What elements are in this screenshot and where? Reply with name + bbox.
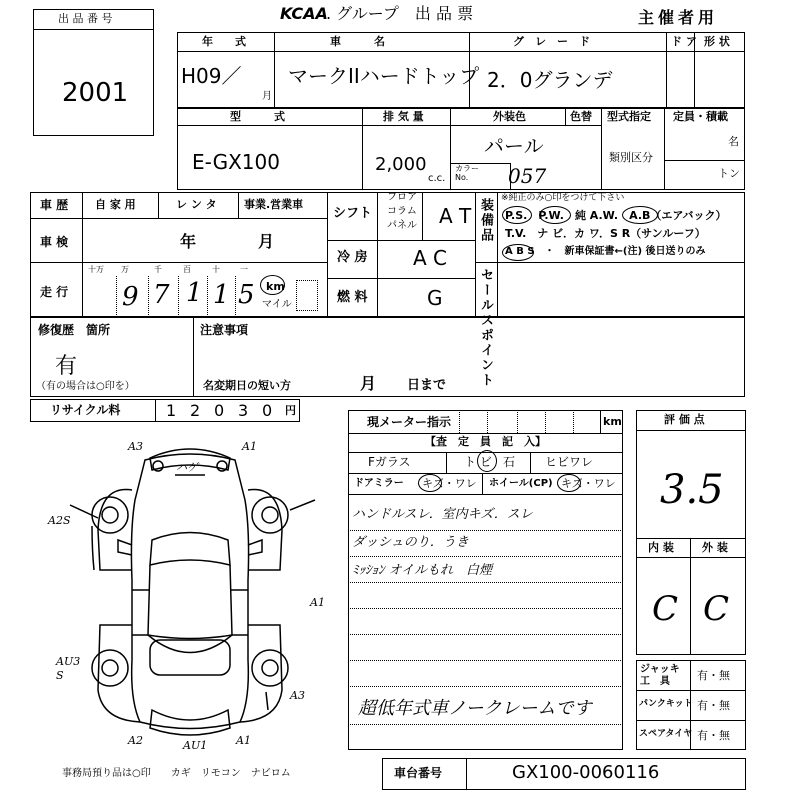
shift-floor[interactable]: フロア	[387, 192, 417, 203]
diagram-mark: AU3 S	[56, 655, 81, 683]
capacity-label: 定員・積載	[673, 110, 728, 123]
pw-circle-mark	[539, 206, 571, 224]
glass-stone[interactable]: 石	[503, 455, 516, 469]
inspector-note: 超低年式車ノークレームです	[358, 698, 592, 719]
mileage-unit-km[interactable]: km	[266, 280, 285, 293]
diagram-mark: A2	[128, 734, 143, 747]
mileage-digit: 1	[213, 280, 230, 310]
diagram-mark: A1	[236, 734, 251, 747]
mileage-digit: 7	[153, 280, 170, 310]
ab-circle-mark	[622, 206, 658, 224]
car-name-value: マークIIハードトップ	[288, 64, 480, 88]
mileage-unit-mile[interactable]: マイル	[262, 299, 292, 310]
ac-value: A C	[413, 246, 448, 270]
model-label: 型 式	[230, 110, 285, 123]
color-no-value: 057	[508, 164, 547, 188]
inspector-header: 【査 定 員 記 入】	[425, 435, 546, 448]
displacement-value: 2,000	[375, 154, 427, 175]
history-rental[interactable]: レ ン タ	[176, 198, 217, 211]
inspector-note: ハンドルスレ．室内キズ．スレ	[352, 507, 533, 522]
class-label: 類別区分	[609, 151, 653, 164]
ton-unit: トン	[718, 167, 740, 180]
recycle-label: リサイクル料	[50, 403, 121, 417]
mile-checkbox[interactable]	[296, 280, 318, 311]
equipment-line-3[interactable]: A B S ・ 新車保証書←(注) 後日送りのみ	[505, 246, 706, 257]
mirror-label: ドアミラー	[354, 478, 404, 489]
exterior-value: C	[703, 589, 730, 629]
fuel-value: G	[427, 286, 443, 310]
recycle-digit: 1	[166, 401, 177, 420]
wheel-options[interactable]: キズ・ワレ	[561, 477, 616, 490]
score-value: 3.5	[660, 467, 724, 513]
chassis-label: 車台番号	[394, 766, 443, 780]
mirror-options[interactable]: キズ・ワレ	[422, 477, 477, 490]
chip-circle-mark	[477, 450, 497, 472]
diagram-mark: A2S	[48, 514, 71, 527]
inspection-month: 月	[258, 232, 275, 251]
displacement-label: 排 気 量	[383, 110, 424, 123]
recycle-unit: 円	[285, 404, 296, 417]
color-no-label: カラー No.	[455, 164, 479, 182]
mileage-digit-label: 十万	[88, 265, 104, 274]
year-value: H09／	[181, 64, 242, 88]
history-label: 車 歴	[40, 198, 69, 212]
inspection-year: 年	[180, 232, 197, 251]
car-name-label: 車 名	[330, 35, 385, 48]
color-label: 外装色	[493, 110, 526, 123]
history-commercial[interactable]: 事業.営業車	[244, 198, 304, 211]
deadline-month: 月	[360, 374, 377, 393]
mileage-digit: 1	[186, 278, 203, 308]
seats-unit: 名	[728, 135, 739, 148]
inspection-label: 車 検	[40, 235, 69, 249]
interior-value: C	[652, 589, 679, 629]
mileage-digit-label: 百	[183, 265, 191, 274]
interior-label: 内 装	[648, 541, 674, 554]
recycle-digit: 3	[238, 401, 249, 420]
brand-logo: KCAA	[280, 4, 328, 23]
recycle-digit: 2	[190, 401, 201, 420]
repair-note: （有の場合は○印を）	[36, 381, 135, 392]
sales-point-label: セールスポイント	[478, 268, 493, 388]
mirror-circle-mark	[418, 474, 442, 492]
office-note: 事務局預り品は○印 カギ リモコン ナビロム	[62, 768, 291, 779]
shift-panel[interactable]: パネル	[387, 220, 417, 231]
mileage-digit: 5	[238, 280, 255, 310]
accessory-punctkit-value[interactable]: 有・無	[697, 699, 730, 712]
mileage-digit: 9	[122, 282, 139, 312]
designation-label: 型式指定	[607, 110, 651, 123]
shift-value: A T	[439, 204, 472, 228]
km-circle-mark	[260, 275, 285, 295]
copy-label: 主催者用	[638, 8, 719, 27]
repair-notice-block	[30, 317, 745, 397]
month-suffix: 月	[262, 91, 272, 102]
diagram-mark: AU1	[183, 739, 208, 752]
grade-label: グ レ ー ド	[513, 35, 590, 48]
form-title: . グループ 出 品 票	[326, 4, 474, 23]
accessory-spare-value[interactable]: 有・無	[697, 729, 730, 742]
repair-label: 修復歴 箇所	[38, 323, 111, 337]
accessory-jack-value[interactable]: 有・無	[697, 669, 730, 682]
equipment-line-2[interactable]: T.V. ナ ビ．カ ワ．S R（サンルーフ）	[505, 227, 706, 240]
color-change-label: 色替	[570, 110, 592, 123]
exterior-label: 外 装	[702, 541, 728, 554]
meter-unit: km	[603, 415, 622, 428]
glass-chip[interactable]: ト ビ	[464, 455, 492, 469]
inspector-note: ﾐｯｼｮﾝ オイルもれ 白煙	[352, 563, 492, 578]
inspector-note: ダッシュのり．うき	[352, 535, 469, 550]
grade-value: 2．0グランデ	[487, 68, 613, 92]
glass-label: Fガラス	[368, 455, 411, 469]
mileage-label: 走 行	[40, 285, 69, 299]
color-value: パール	[484, 134, 544, 158]
wheel-label: ホイール(CP)	[489, 478, 553, 489]
lot-number-label: 出 品 番 号	[58, 12, 113, 25]
equipment-note: ※純正のみ○印をつけて下さい	[501, 193, 625, 203]
diagram-mark: A1	[310, 596, 325, 609]
year-label: 年 式	[202, 35, 246, 48]
mileage-digit-label: 一	[240, 265, 248, 274]
accessory-spare-label: スペアタイヤ	[639, 729, 693, 739]
mileage-digit-label: 万	[121, 265, 129, 274]
wheel-circle-mark	[557, 474, 581, 492]
history-private[interactable]: 自 家 用	[95, 198, 136, 211]
ps-circle-mark	[502, 206, 532, 224]
diagram-mark: A1	[242, 440, 257, 453]
door-label: ド ア	[671, 35, 697, 48]
glass-crack[interactable]: ヒビワレ	[545, 455, 594, 469]
lot-number: 2001	[62, 78, 129, 108]
diagram-mark: A3	[128, 440, 143, 453]
accessory-jack-label: ジャッキ 工 具	[640, 664, 680, 687]
notice-label: 注意事項	[200, 323, 249, 337]
score-label: 評 価 点	[664, 413, 705, 426]
mileage-digit-label: 十	[212, 265, 220, 274]
model-value: E-GX100	[192, 150, 280, 174]
equipment-line-1[interactable]: P.S. P.W. 純 A.W. A.B（エアバック）	[505, 209, 727, 222]
repair-value: 有	[55, 354, 78, 379]
cc-unit: c.c.	[428, 173, 446, 184]
diagram-mark: ハゲ	[176, 461, 198, 474]
abs-circle-mark	[502, 244, 534, 261]
mileage-digit-label: 千	[154, 265, 162, 274]
damage-diagram	[40, 430, 340, 760]
shift-label: シフト	[333, 206, 373, 221]
shift-column[interactable]: コラム	[387, 206, 417, 217]
deadline-label: 名変期日の短い方	[203, 379, 291, 392]
accessory-punctkit-label: パンクキット	[639, 699, 693, 709]
fuel-label: 燃 料	[337, 290, 368, 305]
recycle-digit: 0	[214, 401, 225, 420]
body-type-label: 形 状	[704, 35, 730, 48]
chassis-number: GX100-0060116	[512, 762, 660, 783]
recycle-digit: 0	[262, 401, 273, 420]
meter-label: 現メーター指示	[367, 415, 452, 429]
deadline-day: 日まで	[407, 378, 447, 393]
equipment-label: 装備品	[478, 198, 493, 243]
diagram-mark: A3	[290, 689, 305, 702]
ac-label: 冷 房	[337, 250, 368, 265]
